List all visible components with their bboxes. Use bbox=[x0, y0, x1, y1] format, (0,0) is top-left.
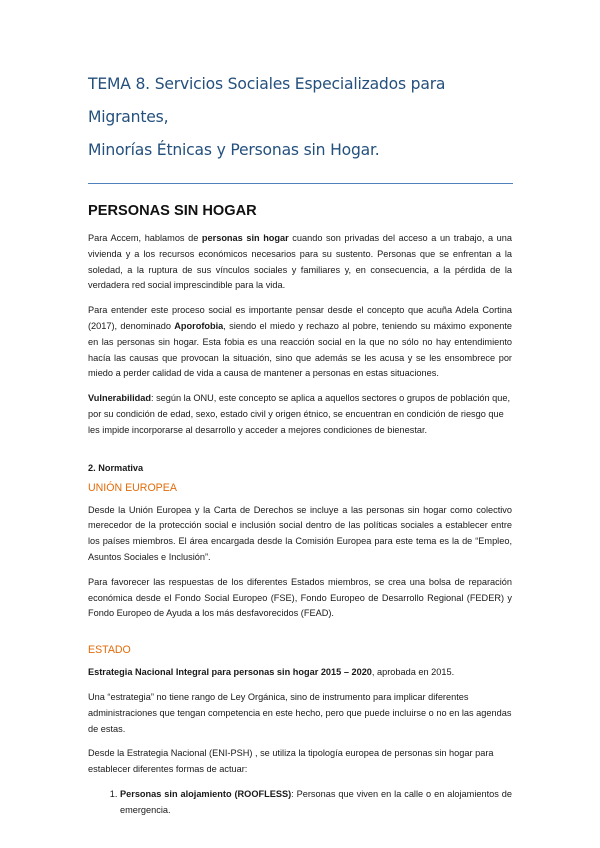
estado-heading: ESTADO bbox=[88, 644, 131, 657]
union-europea-heading: UNIÓN EUROPEA bbox=[88, 481, 177, 494]
paragraph-vulnerabilidad: Vulnerabilidad: según la ONU, este concepto se aplica a aquellos sectores o grupos de población que, por su condición de edad, sexo, estado civil y origen étnico, se encuentran en condición de riesgo que les impide incorporarse al desarrollo y acceder a mejores condiciones de bienestar. bbox=[88, 393, 511, 435]
section-heading: PERSONAS SIN HOGAR bbox=[88, 203, 257, 219]
paragraph-accem: Para Accem, hablamos de personas sin hogar cuando son privadas del acceso a un trabajo, a una vivienda y a los recursos económicos necesarios para su sustento. Personas que se enfrentan a la soledad, a la ruptura de sus vínculos sociales y familiares y, en consecuencia, a la pérdida de la verdadera red social imprescindible para la vida. bbox=[88, 233, 512, 291]
title-line-2: Minorías Étnicas y Personas sin Hogar. bbox=[88, 141, 380, 159]
paragraph-aporofobia: Para entender este proceso social es importante pensar desde el concepto que acuña Adela Cortina (2017), denominado Aporofobia, siendo el miedo y rechazo al pobre, teniendo su máximo exponente en las personas sin hogar. Esta fobia es una reacción social en la que no sólo no hay entendimiento hacía las causas que provocan la situación, sino que además se les acusa y se les ensombrece por miedo a perder calidad de vida a causa de mantener a personas en estas situaciones. bbox=[88, 305, 512, 379]
paragraph-tipologia: Desde la Estrategia Nacional (ENI-PSH) , se utiliza la tipología europea de personas sin hogar para establecer diferentes formas de actuar: bbox=[88, 748, 494, 775]
tipologia-list bbox=[88, 787, 512, 819]
paragraph-ue-fondos: Para favorecer las respuestas de los diferentes Estados miembros, se crea una bolsa de reparación económica desde el Fondo Social Europeo (FSE), Fondo Europeo de Desarrollo Regional (FEDER) y Fondo Europeo de Ayuda a los más desfavorecidos (FEAD). bbox=[88, 576, 512, 619]
paragraph-estrategia-rango: Una “estrategia” no tiene rango de Ley Orgánica, sino de instrumento para implicar diferentes administraciones que tengan competencia en este hecho, pero que puede incluirse o no en las agendas de estas. bbox=[88, 691, 512, 734]
title-line-1: TEMA 8. Servicios Sociales Especializados para Migrantes, bbox=[88, 75, 446, 126]
list-item: 1. Personas sin alojamiento (ROOFLESS): Personas que viven en la calle o en alojamientos de emergencia. bbox=[120, 787, 512, 819]
normativa-heading: 2. Normativa bbox=[88, 462, 144, 473]
paragraph-ue-carta: Desde la Unión Europea y la Carta de Derechos se incluye a las personas sin hogar como colectivo merecedor de la protección social e inclusión social dentro de las políticas sociales a establecer entre los países miembros. El área encargada desde la Comisión Europea para este tema es la de “Empleo, Asuntos Sociales e Inclusión”. bbox=[88, 504, 512, 562]
paragraph-estrategia: Estrategia Nacional Integral para personas sin hogar 2015 – 2020, aprobada en 2015. bbox=[88, 667, 455, 678]
title-divider bbox=[88, 183, 513, 184]
document-title bbox=[88, 68, 512, 167]
